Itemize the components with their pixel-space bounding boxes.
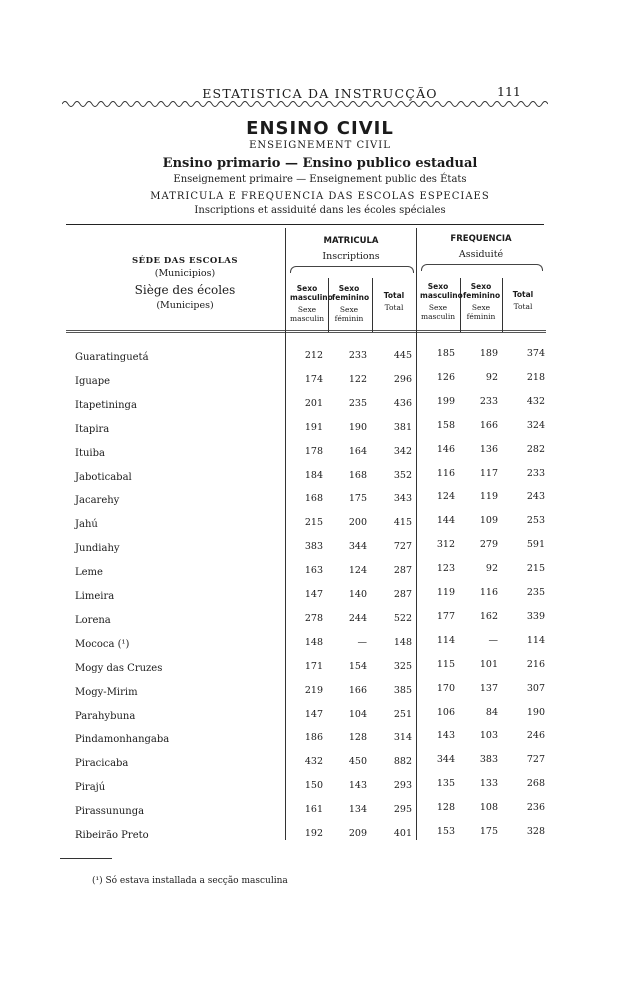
row-value: 200: [348, 517, 367, 529]
row-name: Itapira: [75, 423, 110, 435]
row-value: 219: [304, 684, 323, 696]
row-value: 233: [348, 350, 367, 361]
row-value: 185: [436, 348, 455, 359]
row-value: 415: [393, 517, 412, 529]
row-value: 218: [526, 371, 545, 383]
row-value: 385: [393, 684, 412, 696]
row-value: 143: [436, 730, 455, 742]
row-value: 186: [304, 732, 323, 744]
row-value: 189: [479, 348, 498, 359]
table-top-rule: [66, 224, 544, 225]
wavy-rule: [62, 96, 548, 110]
row-value: 92: [485, 371, 498, 383]
row-value: 147: [304, 708, 323, 720]
row-value: 119: [436, 587, 455, 598]
row-value: 235: [348, 397, 367, 409]
row-value: 170: [436, 682, 455, 694]
row-value: 136: [479, 443, 498, 455]
row-value: 401: [393, 828, 412, 839]
row-value: 103: [479, 730, 498, 742]
heading-fr: Enseignement primaire — Enseignement public des États: [173, 174, 467, 185]
row-value: 328: [526, 826, 545, 837]
column-divider: [502, 278, 503, 332]
row-value: 184: [304, 469, 323, 481]
table-title: MATRICULA E FREQUENCIA DAS ESCOLAS ESPECIAES: [150, 191, 490, 202]
row-name: Mogy-Mirim: [75, 686, 138, 698]
row-value: 116: [436, 467, 455, 479]
row-value: 432: [526, 395, 545, 407]
header-sede: SÉDE DAS ESCOLAS: [132, 256, 238, 266]
footnote-rule: [60, 858, 112, 859]
row-value: 146: [436, 443, 455, 455]
row-name: Pindamonhangaba: [75, 734, 170, 746]
row-value: 171: [304, 660, 323, 672]
subheader-sexe-masculin: Sexe masculin: [290, 305, 325, 323]
heading: Ensino primario — Ensino publico estadual: [162, 156, 478, 171]
row-name: Pirajú: [75, 782, 106, 794]
header-matricula: MATRICULA: [323, 236, 379, 246]
subheader-sexo-feminino: Sexo feminino: [463, 282, 501, 300]
subheader-sexo-feminino: Sexo feminino: [332, 284, 370, 302]
row-name: Jahú: [75, 519, 98, 531]
subheader-sexo-masculino: Sexo masculino: [420, 282, 463, 300]
row-value: 199: [436, 395, 455, 407]
row-value: 591: [526, 539, 545, 551]
row-value: 114: [436, 634, 455, 646]
row-value: 383: [479, 754, 498, 766]
row-value: 251: [393, 708, 412, 720]
row-value: 312: [436, 539, 455, 551]
row-value: 522: [393, 612, 412, 624]
row-value: 344: [348, 541, 367, 553]
row-value: 175: [348, 493, 367, 505]
row-value: 201: [304, 397, 323, 409]
row-name: Jundiahy: [75, 543, 120, 555]
footnote: (¹) Só estava installada a secção masculina: [92, 876, 288, 886]
row-value: 128: [348, 732, 367, 744]
row-value: 175: [479, 826, 498, 837]
row-value: 282: [526, 443, 545, 455]
subheader-sexo-masculino: Sexo masculino: [290, 284, 333, 302]
row-value: 114: [526, 634, 545, 646]
row-value: 192: [304, 828, 323, 839]
header-assiduite: Assiduité: [458, 249, 504, 260]
column-divider: [372, 278, 373, 332]
row-value: 381: [393, 421, 412, 433]
row-name: Pirassununga: [75, 806, 145, 818]
row-name: Jaboticabal: [75, 471, 132, 483]
row-value: 148: [304, 636, 323, 648]
running-title: ESTATISTICA DA INSTRUCÇÃO: [202, 86, 438, 101]
row-value: 191: [304, 421, 323, 433]
row-value: 287: [393, 565, 412, 577]
row-value: 137: [479, 682, 498, 694]
row-name: Ituiba: [75, 447, 105, 459]
row-value: 153: [436, 826, 455, 837]
row-value: 135: [436, 778, 455, 790]
section-title: ENSINO CIVIL: [246, 118, 394, 139]
row-value: 450: [348, 756, 367, 768]
row-name: Lorena: [75, 614, 111, 626]
row-value: 445: [393, 350, 412, 361]
row-value: 882: [393, 756, 412, 768]
row-name: Ribeirão Preto: [75, 830, 149, 841]
row-value: 344: [436, 754, 455, 766]
row-name: Limeira: [75, 591, 115, 602]
row-value: 383: [304, 541, 323, 553]
row-value: 119: [479, 491, 498, 503]
row-value: 268: [526, 778, 545, 790]
row-value: 287: [393, 589, 412, 600]
row-value: 168: [348, 469, 367, 481]
row-value: 140: [348, 589, 367, 600]
row-value: 147: [304, 589, 323, 600]
row-value: 84: [485, 706, 498, 718]
row-value: 158: [436, 419, 455, 431]
row-value: 122: [348, 373, 367, 385]
subheader-total: Total: [383, 291, 405, 300]
table-header-rule: [66, 330, 546, 333]
row-value: 106: [436, 706, 455, 718]
row-value: 436: [393, 397, 412, 409]
row-value: 116: [479, 587, 498, 598]
row-value: 154: [348, 660, 367, 672]
row-value: 109: [479, 515, 498, 527]
row-value: 352: [393, 469, 412, 481]
row-value: 246: [526, 730, 545, 742]
column-divider: [460, 278, 461, 332]
row-value: 233: [526, 467, 545, 479]
row-value: 215: [526, 563, 545, 575]
row-value: 215: [304, 517, 323, 529]
row-value: 163: [304, 565, 323, 577]
row-value: 134: [348, 804, 367, 816]
row-value: 212: [304, 350, 323, 361]
group-brace: [290, 266, 414, 273]
row-value: 216: [526, 658, 545, 670]
subheader-sexe-feminin: Sexe féminin: [466, 303, 496, 321]
row-value: 126: [436, 371, 455, 383]
row-value: 166: [479, 419, 498, 431]
header-municipios: (Municipios): [154, 268, 216, 279]
row-value: 342: [393, 445, 412, 457]
row-value: 162: [479, 610, 498, 622]
row-value: 161: [304, 804, 323, 816]
row-value: 168: [304, 493, 323, 505]
row-value: 727: [393, 541, 412, 553]
row-name: Iguape: [75, 375, 111, 387]
table-title-fr: Inscriptions et assiduité dans les écoles spéciales: [194, 205, 446, 216]
row-value: 117: [479, 467, 498, 479]
row-value: 296: [393, 373, 412, 385]
subheader-total: Total: [512, 290, 534, 299]
row-value: 243: [526, 491, 545, 503]
row-value: 104: [348, 708, 367, 720]
row-value: 174: [304, 373, 323, 385]
row-name: Piracicaba: [75, 758, 129, 770]
row-name: Jacarehy: [75, 495, 120, 507]
row-value: 115: [436, 658, 455, 670]
row-value: 236: [526, 802, 545, 814]
subheader-sexe-feminin: Sexe féminin: [334, 305, 364, 323]
row-value: 133: [479, 778, 498, 790]
row-value: 235: [526, 587, 545, 598]
column-divider: [285, 228, 286, 840]
row-value: 293: [393, 780, 412, 792]
header-municipes: (Municipes): [156, 300, 214, 311]
header-inscriptions: Inscriptions: [322, 251, 380, 262]
row-value: 190: [348, 421, 367, 433]
column-divider: [416, 228, 417, 840]
row-value: 233: [479, 395, 498, 407]
row-value: 144: [436, 515, 455, 527]
header-siege: Siège des écoles: [134, 283, 236, 297]
row-value: 178: [304, 445, 323, 457]
row-value: 295: [393, 804, 412, 816]
row-name: Mococa (¹): [75, 638, 130, 650]
group-brace: [421, 264, 543, 271]
header-frequencia: FREQUENCIA: [450, 234, 512, 244]
row-value: —: [357, 636, 367, 648]
row-value: 123: [436, 563, 455, 575]
row-name: Leme: [75, 567, 103, 579]
row-value: 164: [348, 445, 367, 457]
row-name: Guaratinguetá: [75, 352, 149, 363]
row-value: 314: [393, 732, 412, 744]
row-value: 92: [485, 563, 498, 575]
subheader-total-fr: Total: [513, 302, 533, 311]
row-value: 209: [348, 828, 367, 839]
subheader-total-fr: Total: [384, 303, 404, 312]
row-value: 108: [479, 802, 498, 814]
row-value: 325: [393, 660, 412, 672]
row-value: 128: [436, 802, 455, 814]
row-value: 727: [526, 754, 545, 766]
row-value: 177: [436, 610, 455, 622]
row-value: 143: [348, 780, 367, 792]
row-name: Mogy das Cruzes: [75, 662, 163, 674]
row-name: Parahybuna: [75, 710, 136, 722]
row-value: 148: [393, 636, 412, 648]
row-value: 278: [304, 612, 323, 624]
row-value: 279: [479, 539, 498, 551]
row-value: 339: [526, 610, 545, 622]
row-value: 166: [348, 684, 367, 696]
row-name: Itapetininga: [75, 399, 137, 411]
row-value: 150: [304, 780, 323, 792]
row-value: 244: [348, 612, 367, 624]
row-value: 343: [393, 493, 412, 505]
row-value: 324: [526, 419, 545, 431]
column-divider: [328, 278, 329, 332]
row-value: 101: [479, 658, 498, 670]
row-value: 253: [526, 515, 545, 527]
row-value: —: [488, 634, 498, 646]
row-value: 124: [436, 491, 455, 503]
row-value: 124: [348, 565, 367, 577]
row-value: 307: [526, 682, 545, 694]
row-value: 374: [526, 348, 545, 359]
row-value: 190: [526, 706, 545, 718]
row-value: 432: [304, 756, 323, 768]
page-number: 111: [497, 84, 521, 99]
section-subtitle: ENSEIGNEMENT CIVIL: [249, 140, 391, 151]
subheader-sexe-masculin: Sexe masculin: [420, 303, 456, 321]
